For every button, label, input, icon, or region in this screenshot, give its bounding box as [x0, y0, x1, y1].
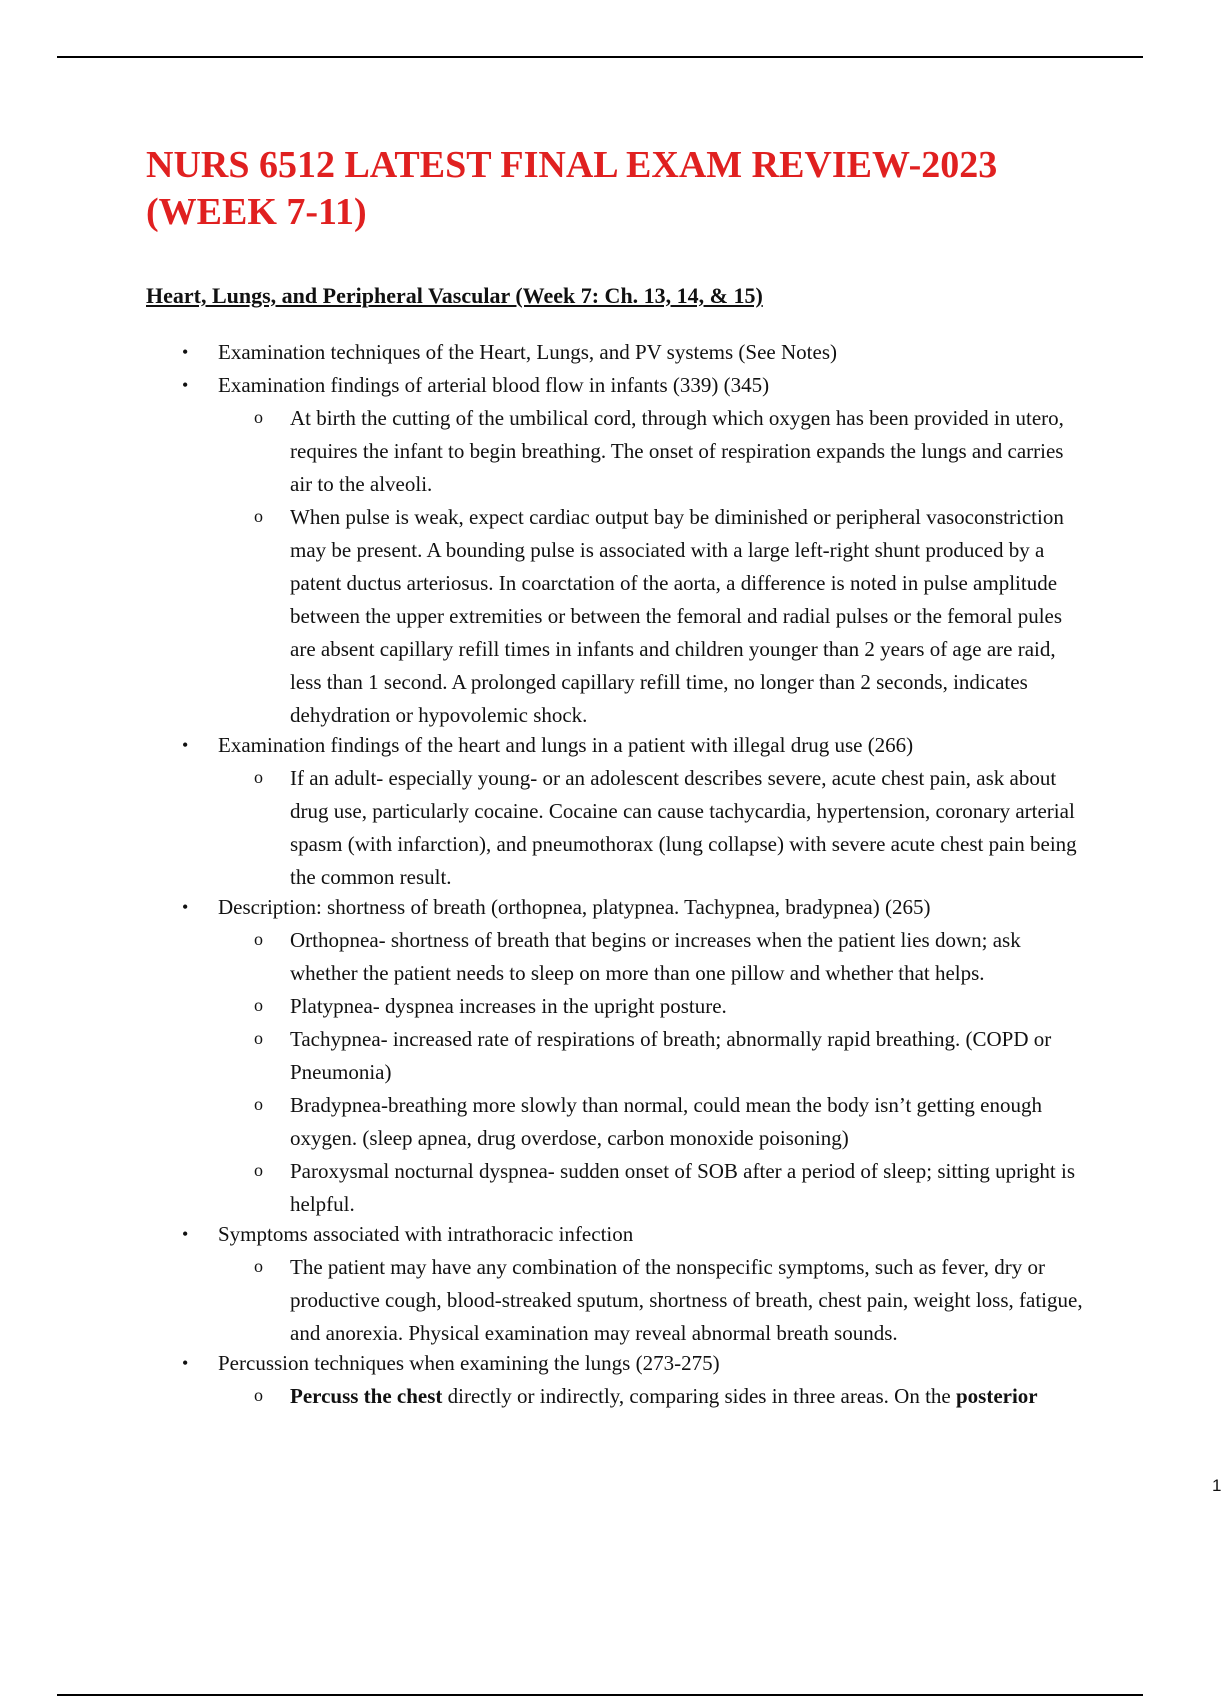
list-item [146, 1347, 1086, 1380]
bullet-icon: • [182, 735, 189, 755]
bold-phrase: posterior [955, 1384, 1038, 1408]
section-heading: Heart, Lungs, and Peripheral Vascular (Week 7: Ch. 13, 14, & 15) [146, 283, 763, 308]
sub-list-item [146, 1251, 1086, 1350]
sub-list-item [146, 762, 1086, 894]
sub-bullet-icon: o [254, 506, 263, 526]
sub-bullet-icon: o [254, 407, 263, 427]
sub-list-item [146, 501, 1086, 732]
list-item-text: Examination techniques of the Heart, Lungs, and PV systems (See Notes) [218, 340, 837, 364]
plain-phrase: directly or indirectly, comparing sides in three areas. On the [442, 1384, 956, 1408]
sub-list-item-text: Paroxysmal nocturnal dyspnea- sudden onset of SOB after a period of sleep; sitting upright is helpful. [290, 1159, 1076, 1216]
top-rule [57, 56, 1143, 58]
bullet-icon: • [182, 1224, 189, 1244]
sub-bullet-icon: o [254, 1385, 263, 1405]
sub-list-item [146, 1155, 1086, 1221]
bold-phrase: Percuss the chest [290, 1384, 443, 1408]
sub-bullet-icon: o [254, 1160, 263, 1180]
list-item-text: Examination findings of the heart and lungs in a patient with illegal drug use (266) [218, 733, 914, 757]
sub-bullet-icon: o [254, 929, 263, 949]
sub-list-item-text: The patient may have any combination of the nonspecific symptoms, such as fever, dry or productive cough, blood-streaked sputum, shortness of breath, chest pain, weight loss, fatigue, and anorexia. Physical examination may reveal abnormal breath sounds. [290, 1255, 1083, 1345]
bullet-icon: • [182, 1353, 189, 1373]
list-item-text: Percussion techniques when examining the lungs (273-275) [218, 1351, 720, 1375]
list-item-text: Description: shortness of breath (orthopnea, platypnea. Tachypnea, bradypnea) (265) [218, 895, 931, 919]
sub-bullet-icon: o [254, 1094, 263, 1114]
sub-bullet-icon: o [254, 1028, 263, 1048]
bullet-icon: • [182, 897, 189, 917]
sub-list-item-text: Bradypnea-breathing more slowly than normal, could mean the body isn’t getting enough oxygen. (sleep apnea, drug overdose, carbon monoxide poisoning) [290, 1093, 1042, 1150]
sub-bullet-icon: o [254, 767, 263, 787]
sub-list-item-text: Tachypnea- increased rate of respirations of breath; abnormally rapid breathing. (COPD or Pneumonia) [290, 1027, 1052, 1084]
sub-list-item [146, 990, 1086, 1023]
bullet-icon: • [182, 375, 189, 395]
sub-list-item [146, 924, 1086, 990]
list-item [146, 1218, 1086, 1251]
document-title: NURS 6512 LATEST FINAL EXAM REVIEW-2023 (WEEK 7-11) [146, 144, 998, 233]
sub-list-item-text: If an adult- especially young- or an adolescent describes severe, acute chest pain, ask about drug use, particularly cocaine. Cocaine can cause tachycardia, hypertension, coronary arterial spasm (with infarction), and pneumothorax (lung collapse) with severe acute chest pain being the common result. [290, 766, 1077, 889]
bullet-icon: • [182, 342, 189, 362]
list-item [146, 369, 1086, 402]
sub-list-item-text: Platypnea- dyspnea increases in the upright posture. [290, 994, 727, 1018]
list-item-text: Examination findings of arterial blood flow in infants (339) (345) [218, 373, 770, 397]
sub-list-item-text: At birth the cutting of the umbilical cord, through which oxygen has been provided in utero, requires the infant to begin breathing. The onset of respiration expands the lungs and carries air to the alveoli. [290, 406, 1064, 496]
sub-bullet-icon: o [254, 1256, 263, 1276]
sub-list-item-text: When pulse is weak, expect cardiac output bay be diminished or peripheral vasoconstriction may be present. A bounding pulse is associated with a large left-right shunt produced by a patent ductus arteriosus. In coarctation of the aorta, a difference is noted in pulse amplitude between the upper extremities or between the femoral and radial pulses or the femoral pules are absent capillary refill times in infants and children younger than 2 years of age are raid, less than 1 second. A prolonged capillary refill time, no longer than 2 seconds, indicates dehydration or hypovolemic shock. [290, 505, 1064, 727]
list-item-text: Symptoms associated with intrathoracic infection [218, 1222, 634, 1246]
list-item [146, 336, 1086, 369]
page-number: 1 [1212, 1476, 1221, 1495]
sub-list-item [146, 1023, 1086, 1089]
sub-list-item [146, 1089, 1086, 1155]
bullet-list [146, 336, 1086, 1413]
list-item [146, 729, 1086, 762]
sub-list-item [146, 402, 1086, 501]
sub-list-item-text [290, 1384, 1038, 1408]
list-item [146, 891, 1086, 924]
sub-list-item-text: Orthopnea- shortness of breath that begins or increases when the patient lies down; ask whether the patient needs to sleep on more than one pillow and whether that helps. [290, 928, 1021, 985]
sub-bullet-icon: o [254, 995, 263, 1015]
bottom-rule [57, 1694, 1143, 1696]
sub-list-item [146, 1380, 1086, 1413]
